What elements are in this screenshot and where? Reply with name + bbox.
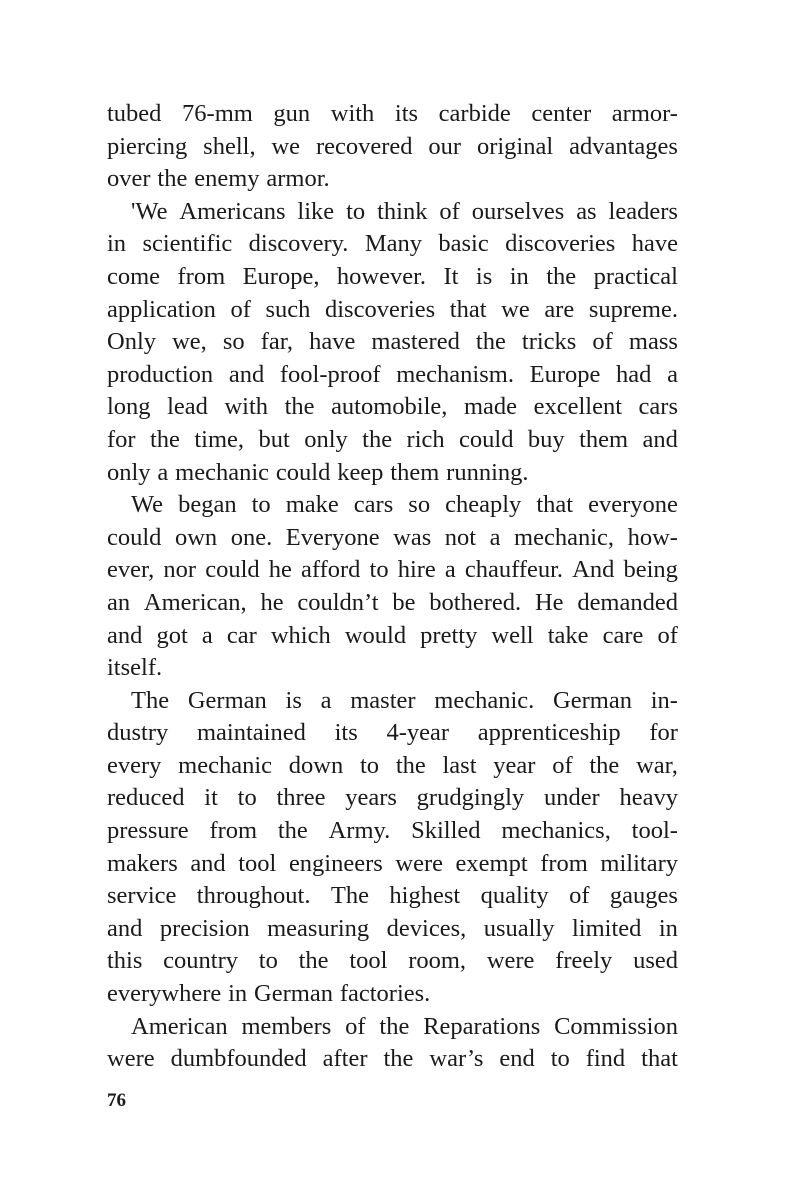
text-line: production and fool-proof mechanism. Europe had a <box>107 360 678 388</box>
text-line: and precision measuring devices, usually limited in <box>107 914 678 942</box>
text-line: everywhere in German factories. <box>107 980 431 1008</box>
text-line: ever, nor could he afford to hire a chauffeur. And being <box>107 556 678 584</box>
text-line: every mechanic down to the last year of the war, <box>107 751 678 779</box>
paragraph <box>107 196 678 489</box>
page-number: 76 <box>107 1090 126 1111</box>
text-line: in scientific discovery. Many basic discoveries have <box>107 230 678 258</box>
text-line: The German is a master mechanic. German in- <box>131 686 678 714</box>
text-line: come from Europe, however. It is in the practical <box>107 262 678 290</box>
paragraph <box>107 685 678 1011</box>
text-line: only a mechanic could keep them running. <box>107 458 529 486</box>
text-line: makers and tool engineers were exempt from military <box>107 849 678 877</box>
paragraph <box>107 1011 678 1076</box>
text-line: service throughout. The highest quality of gauges <box>107 882 678 910</box>
text-line: for the time, but only the rich could buy them and <box>107 425 678 453</box>
paragraph <box>107 98 678 196</box>
text-line: dustry maintained its 4-year apprenticeship for <box>107 719 678 747</box>
body-text <box>107 98 678 1076</box>
text-line: We began to make cars so cheaply that everyone <box>131 491 678 519</box>
paragraph <box>107 489 678 685</box>
text-line: tubed 76-mm gun with its carbide center armor- <box>107 100 678 127</box>
text-line: application of such discoveries that we are supreme. <box>107 295 678 323</box>
text-line: 'We Americans like to think of ourselves as leaders <box>131 197 678 225</box>
text-line: and got a car which would pretty well take care of <box>107 621 678 649</box>
text-line: reduced it to three years grudgingly under heavy <box>107 784 678 812</box>
text-line: an American, he couldn’t be bothered. He demanded <box>107 588 678 616</box>
text-line: pressure from the Army. Skilled mechanics, tool- <box>107 817 678 845</box>
text-line: itself. <box>107 654 163 682</box>
text-line: could own one. Everyone was not a mechanic, how- <box>107 523 678 551</box>
text-line: piercing shell, we recovered our original advantages <box>107 132 678 160</box>
text-line: over the enemy armor. <box>107 165 330 193</box>
text-line: Only we, so far, have mastered the tricks of mass <box>107 328 678 356</box>
text-line: long lead with the automobile, made excellent cars <box>107 393 678 421</box>
text-line: this country to the tool room, were freely used <box>107 947 678 975</box>
text-line: American members of the Reparations Commission <box>131 1012 678 1040</box>
text-line: were dumbfounded after the war’s end to find that <box>107 1045 678 1073</box>
